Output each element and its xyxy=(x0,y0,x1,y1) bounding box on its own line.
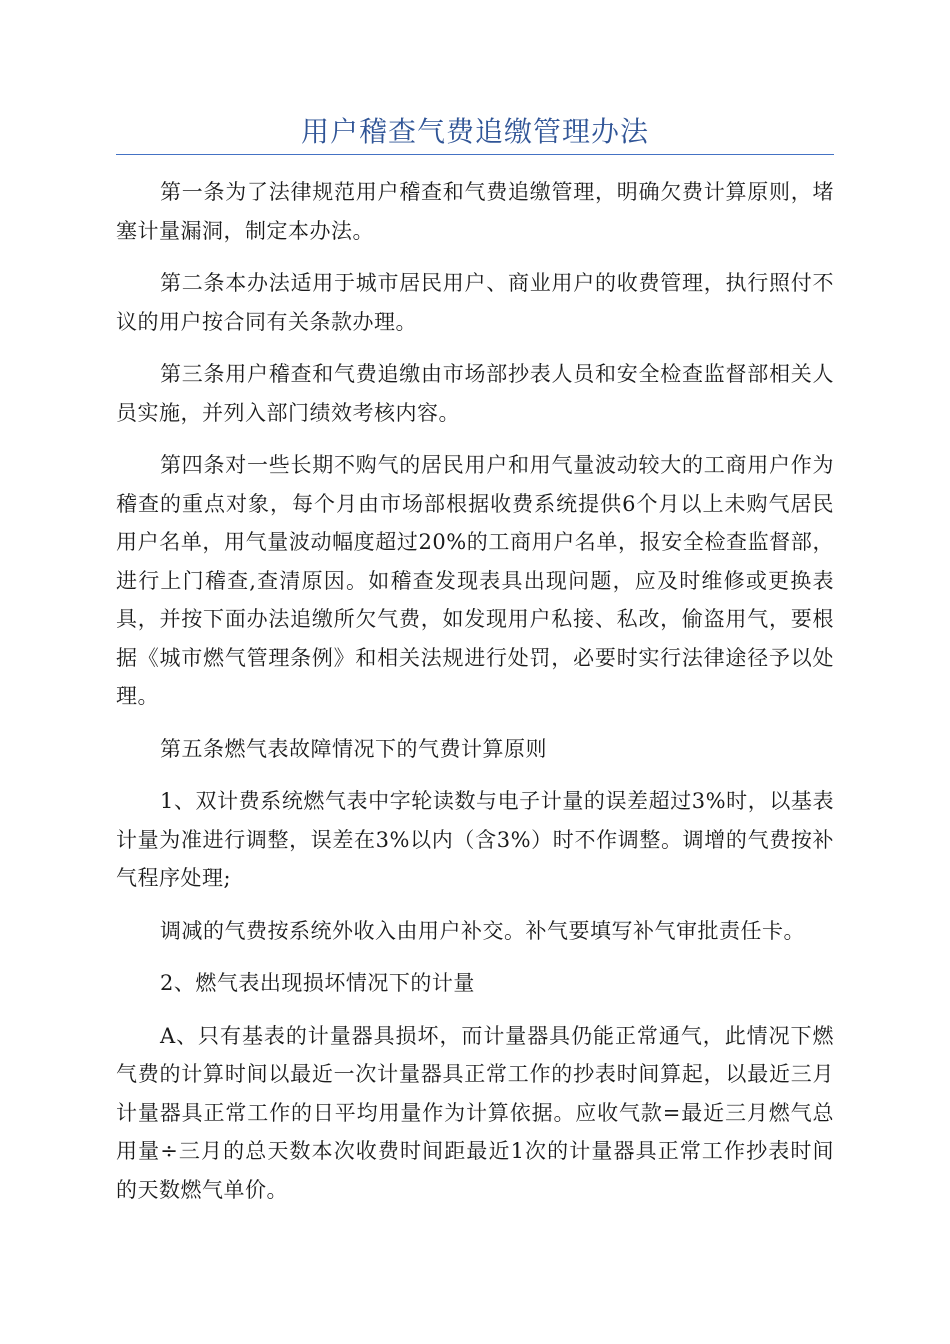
paragraph-article-1: 第一条为了法律规范用户稽查和气费追缴管理，明确欠费计算原则，堵塞计量漏洞，制定本办法。 xyxy=(116,180,834,243)
paragraph-item-a: A、只有基表的计量器具损坏，而计量器具仍能正常通气，此情况下燃气费的计算时间以最近一次计量器具正常工作的抄表时间算起，以最近三月计量器具正常工作的日平均用量作为计算依据。应收气款=最近三月燃气总用量÷三月的总天数本次收费时间距最近1次的计量器具正常工作抄表时间的天数燃气单价。 xyxy=(116,1023,834,1202)
document-title: 用户稽查气费追缴管理办法 xyxy=(300,115,649,148)
title-underline xyxy=(116,154,834,155)
paragraph-item-2: 2、燃气表出现损坏情况下的计量 xyxy=(160,971,475,995)
paragraph-article-5: 第五条燃气表故障情况下的气费计算原则 xyxy=(160,736,547,761)
paragraph-article-4: 第四条对一些长期不购气的居民用户和用气量波动较大的工商用户作为稽查的重点对象，每个月由市场部根据收费系统提供6个月以上未购气居民用户名单，用气量波动幅度超过20%的工商用户名单，报安全检查监督部，进行上门稽查,查清原因。如稽查发现表具出现问题，应及时维修或更换表具，并按下面办法追缴所欠气费，如发现用户私接、私改，偷盗用气，要根据《城市燃气管理条例》和相关法规进行处罚，必要时实行法律途径予以处理。 xyxy=(116,453,834,708)
document-body xyxy=(116,173,834,1223)
paragraph-article-2: 第二条本办法适用于城市居民用户、商业用户的收费管理，执行照付不议的用户按合同有关条款办理。 xyxy=(116,271,834,334)
paragraph-article-3: 第三条用户稽查和气费追缴由市场部抄表人员和安全检查监督部相关人员实施，并列入部门绩效考核内容。 xyxy=(116,362,834,425)
paragraph-item-1-continued: 调减的气费按系统外收入由用户补交。补气要填写补气审批责任卡。 xyxy=(160,918,805,943)
paragraph-item-1: 1、双计费系统燃气表中字轮读数与电子计量的误差超过3%时，以基表计量为准进行调整，误差在3%以内（含3%）时不作调整。调增的气费按补气程序处理; xyxy=(116,789,834,890)
